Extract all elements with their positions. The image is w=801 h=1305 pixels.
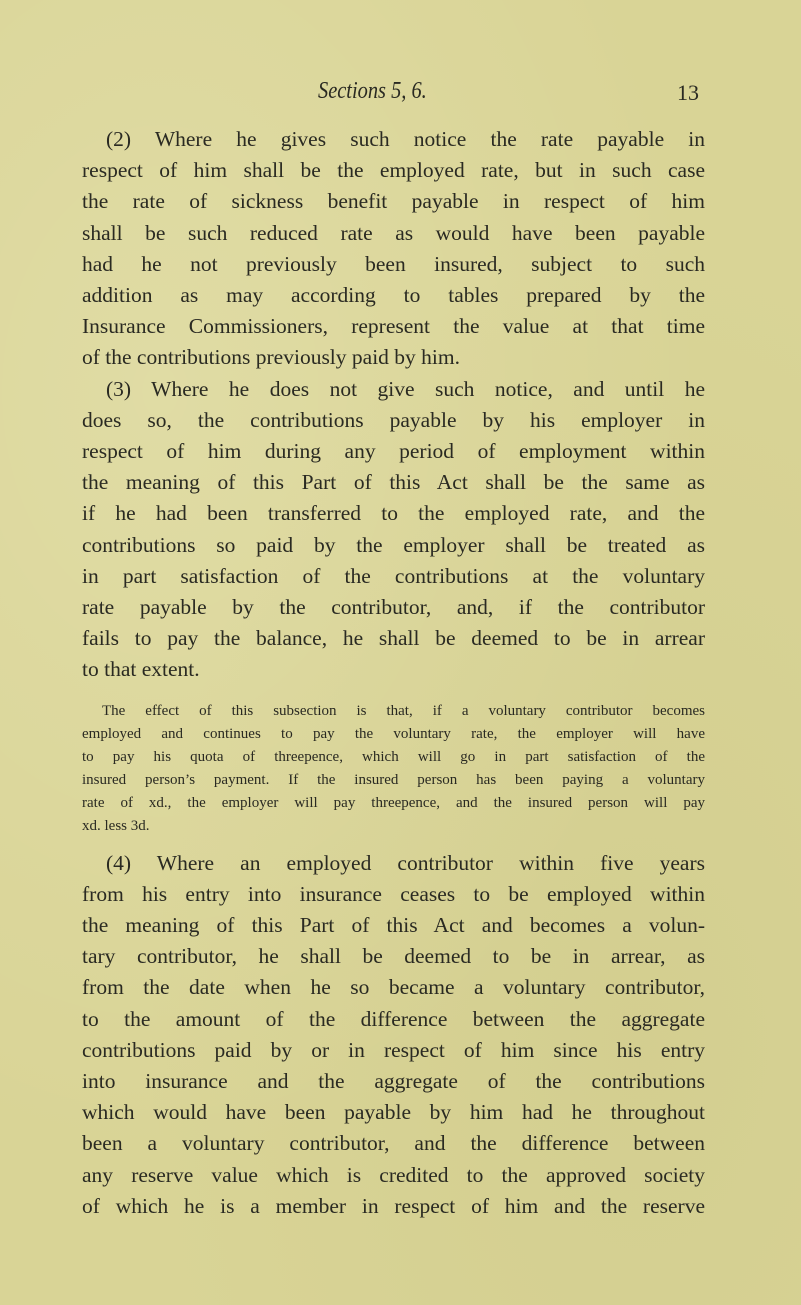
subsection-2 [82,124,705,374]
note-line: The effect of this subsection is that, if a voluntary contributor becomes [102,702,705,719]
text-line: (4) Where an employed contributor within five years [106,850,705,875]
subsection-3 [82,374,705,686]
text-line: tary contributor, he shall be deemed to be in arrear, as [82,944,705,969]
text-line: into insurance and the aggregate of the contributions [82,1069,705,1094]
text-line: (3) Where he does not give such notice, and until he [106,376,705,401]
note-line: xd. less 3d. [82,817,150,834]
text-line: Insurance Commissioners, represent the value at that time [82,314,705,339]
text-line: addition as may according to tables prepared by the [82,283,705,308]
text-line: from the date when he so became a voluntary contributor, [82,975,705,1000]
text-line: to that extent. [82,657,200,682]
text-line: which would have been payable by him had he throughout [82,1100,705,1125]
text-line: fails to pay the balance, he shall be deemed to be in arrear [82,626,705,651]
text-line: respect of him shall be the employed rate, but in such case [82,158,705,183]
note-line: rate of xd., the employer will pay threepence, and the insured person will pay [82,794,705,811]
text-line: the rate of sickness benefit payable in respect of him [82,189,705,214]
text-line: of which he is a member in respect of him and the reserve [82,1193,705,1218]
text-line: the meaning of this Part of this Act and becomes a volun- [82,913,705,938]
text-line: any reserve value which is credited to the approved society [82,1162,705,1187]
text-line: contributions paid by or in respect of him since his entry [82,1037,705,1062]
page-number: 13 [677,80,699,105]
note-line: employed and continues to pay the voluntary rate, the employer will have [82,725,705,742]
text-line: respect of him during any period of employment within [82,439,705,464]
text-line: if he had been transferred to the employed rate, and the [82,501,705,526]
text-line: to the amount of the difference between the aggregate [82,1006,705,1031]
text-line: does so, the contributions payable by his employer in [82,407,705,432]
text-line: (2) Where he gives such notice the rate payable in [106,127,705,151]
text-line: from his entry into insurance ceases to be employed within [82,881,705,906]
note-line: to pay his quota of threepence, which will go in part satisfaction of the [82,748,705,765]
subsection-4 [82,848,705,1222]
text-line: been a voluntary contributor, and the difference between [82,1131,705,1156]
page-header [0,78,801,112]
text-line: had he not previously been insured, subject to such [82,251,705,276]
text-line: contributions so paid by the employer shall be treated as [82,532,705,557]
text-line: rate payable by the contributor, and, if the contributor [82,595,705,620]
running-title: Sections 5, 6. [318,78,427,104]
text-line: of the contributions previously paid by him. [82,345,460,370]
page-body [82,124,705,1222]
commentary-note [82,700,705,838]
text-line: in part satisfaction of the contributions at the voluntary [82,563,705,588]
text-line: shall be such reduced rate as would have been payable [82,220,705,245]
note-line: insured person’s payment. If the insured person has been paying a voluntary [82,771,705,788]
text-line: the meaning of this Part of this Act shall be the same as [82,470,705,495]
